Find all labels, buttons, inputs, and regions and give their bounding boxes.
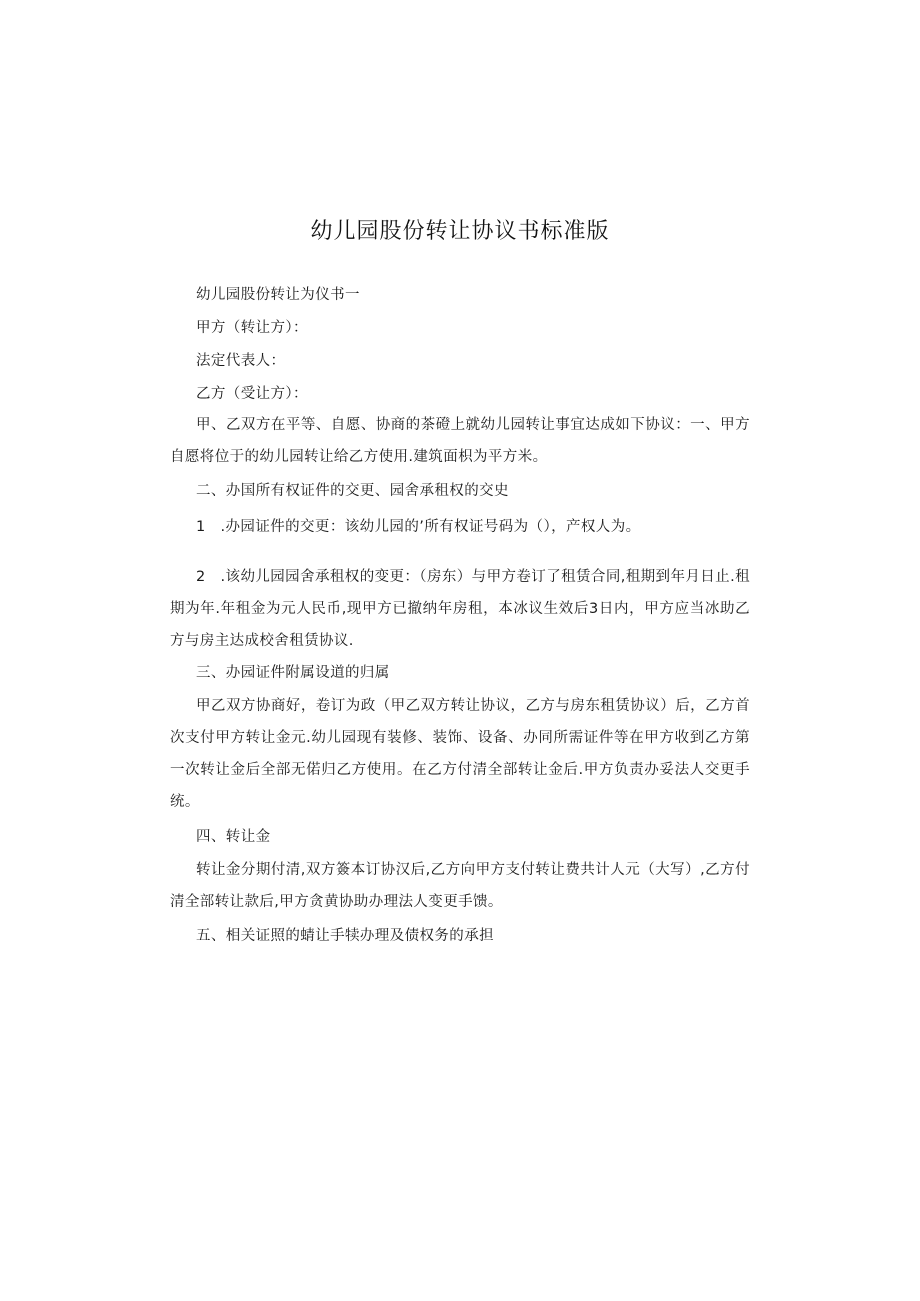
section-heading-5: 五、相关证照的蜻让手犊办理及债权务的承担 [196, 928, 494, 944]
paragraph-section-3: 甲乙双方协商好，卷订为政（甲乙双方转让协议，乙方与房东租赁协议）后，乙方首次支付甲方转让金元.幼儿园现有装修、装饰、设备、办同所需证件等在甲方收到乙方第一次转让金后全部无偌归乙方使用。在乙方付清全部转让金后.甲方负责办妥法人交更手统。 [170, 698, 750, 810]
section-heading-2: 二、办国所有权证件的交更、园舍承租权的交史 [196, 483, 509, 499]
paragraph-clause-2: 2 .该幼儿园园舍承租权的变更：（房东）与甲方卷订了租赁合同,租期到年月日止.租期为年.年租金为元人民币,现甲方已撤纳年房租，本冰议生效后3日内，甲方应当冰助乙方与房主达成校舍租赁协议. [170, 569, 750, 649]
section-heading-3: 三、办园证件附属设道的归属 [196, 665, 390, 681]
document-title: 幼儿园股份转让协议书标准版 [310, 219, 610, 244]
paragraph-legal-rep: 法定代表人： [196, 353, 286, 369]
paragraph-clause-1: 1 .办园证件的交更：该幼儿园的’所有权证号码为（），产权人为。 [196, 519, 641, 535]
paragraph-agreement-intro: 甲、乙双方在平等、自愿、协商的茶磴上就幼儿园转让事宜达成如下协议：一、甲方自愿将位于的幼儿园转让给乙方使用.建筑面枳为平方米。 [170, 417, 750, 465]
paragraph-subtitle: 幼儿园股份转让为仪书一 [196, 287, 360, 303]
paragraph-party-a: 甲方（转让方）： [196, 320, 308, 336]
section-heading-4: 四、转让金 [196, 829, 271, 845]
paragraph-section-4: 转让金分期付清,双方簽本订协汉后,乙方向甲方支付转让费共计人元（大写）,乙方付清全部转让款后,甲方贪黄协助办理法人变更手馈。 [170, 862, 750, 910]
paragraph-party-b: 乙方（受让方）： [196, 386, 308, 402]
